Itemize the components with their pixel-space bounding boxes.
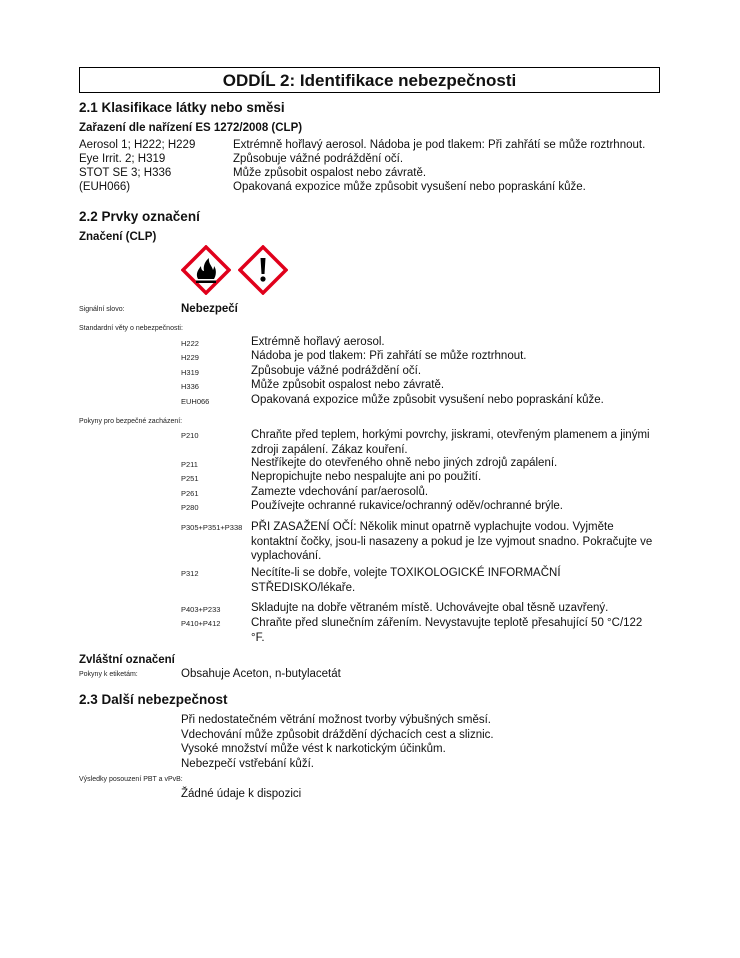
precaution-code: P305+P351+P338 [181,523,243,532]
classification-code: Aerosol 1; H222; H229 [79,139,196,151]
hazard-text: Nádoba je pod tlakem: Při zahřátí se může roztrhnout. [251,350,527,362]
precaution-text: Používejte ochranné rukavice/ochranný oděv/ochranné brýle. [251,500,563,512]
exclamation-icon [238,245,288,295]
pbt-assessment-label: Výsledky posouzení PBT a vPvB: [79,776,183,783]
precaution-text: Chraňte před teplem, horkými povrchy, jiskrami, otevřeným plamenem a jinými zdroji zapálení. Zákaz kouření. [251,429,650,456]
pbt-assessment-value: Žádné údaje k dispozici [181,788,302,800]
classification-text: Způsobuje vážné podráždění očí. [233,153,404,165]
classification-text: Může způsobit ospalost nebo závratě. [233,167,427,179]
other-hazard-line: Vdechování může způsobit dráždění dýchacích cest a sliznic. [181,729,494,741]
clp-labelling-subheading: Značení (CLP) [79,231,157,243]
hazard-text: Opakovaná expozice může způsobit vysušení nebo popraskání kůže. [251,394,604,406]
precaution-code: P280 [181,503,199,512]
hazard-code: H222 [181,339,199,348]
precaution-code: P403+P233 [181,605,221,614]
section-title-box [79,67,660,93]
precaution-code: P251 [181,474,199,483]
precaution-code: P261 [181,489,199,498]
label-instructions-label: Pokyny k etiketám: [79,671,138,678]
classification-code: Eye Irrit. 2; H319 [79,153,166,165]
heading-2-3: 2.3 Další nebezpečnost [79,692,228,707]
classification-code: STOT SE 3; H336 [79,167,172,179]
heading-2-2: 2.2 Prvky označení [79,209,200,224]
hazard-code: H229 [181,353,199,362]
hazard-statements-label: Standardní věty o nebezpečnosti: [79,325,183,332]
flame-icon [181,245,231,295]
classification-text: Extrémně hořlavý aerosol. Nádoba je pod tlakem: Při zahřátí se může roztrhnout. [233,139,646,151]
clp-classification-subheading: Zařazení dle nařízení ES 1272/2008 (CLP) [79,122,303,134]
heading-2-1: 2.1 Klasifikace látky nebo směsi [79,100,285,115]
other-hazard-line: Při nedostatečném větrání možnost tvorby výbušných směsí. [181,714,491,726]
hazard-text: Může způsobit ospalost nebo závratě. [251,379,445,391]
precaution-text: Skladujte na dobře větraném místě. Uchovávejte obal těsně uzavřený. [251,602,609,614]
precaution-text: Chraňte před slunečním zářením. Nevystavujte teplotě přesahující 50 °C/122 °F. [251,617,643,644]
classification-code: (EUH066) [79,181,131,193]
hazard-text: Způsobuje vážné podráždění očí. [251,365,422,377]
precautionary-statements-label: Pokyny pro bezpečné zacházení: [79,418,183,425]
hazard-text: Extrémně hořlavý aerosol. [251,336,385,348]
precaution-text: Nepropichujte nebo nespalujte ani po použití. [251,471,482,483]
signal-word-label: Signální slovo: [79,306,125,313]
precaution-text: Zamezte vdechování par/aerosolů. [251,486,429,498]
hazard-code: H319 [181,368,199,377]
precaution-text: Necítíte-li se dobře, volejte TOXIKOLOGICKÉ INFORMAČNÍ STŘEDISKO/lékaře. [251,567,561,594]
signal-word: Nebezpečí [181,303,238,315]
precaution-code: P312 [181,569,199,578]
precaution-text: PŘI ZASAŽENÍ OČÍ: Několik minut opatrně vyplachujte vodou. Vyjměte kontaktní čočky, jsou-li nasazeny a pokud je lze vyjmout snadno. Pokračujte ve vyplachování. [251,521,653,562]
label-instructions-text: Obsahuje Aceton, n-butylacetát [181,668,341,680]
other-hazard-line: Nebezpečí vstřebání kůží. [181,758,314,770]
precaution-code: P211 [181,460,198,469]
precaution-text: Nestříkejte do otevřeného ohně nebo jiných zdrojů zapálení. [251,457,558,469]
precaution-code: P410+P412 [181,619,221,628]
hazard-code: H336 [181,382,199,391]
special-labelling-heading: Zvláštní označení [79,654,175,666]
other-hazard-line: Vysoké množství může vést k narkotickým účinkům. [181,743,446,755]
precaution-code: P210 [181,431,199,440]
hazard-code: EUH066 [181,397,210,406]
classification-text: Opakovaná expozice může způsobit vysušení nebo popraskání kůže. [233,181,586,193]
section-title: ODDÍL 2: Identifikace nebezpečnosti [222,71,517,90]
